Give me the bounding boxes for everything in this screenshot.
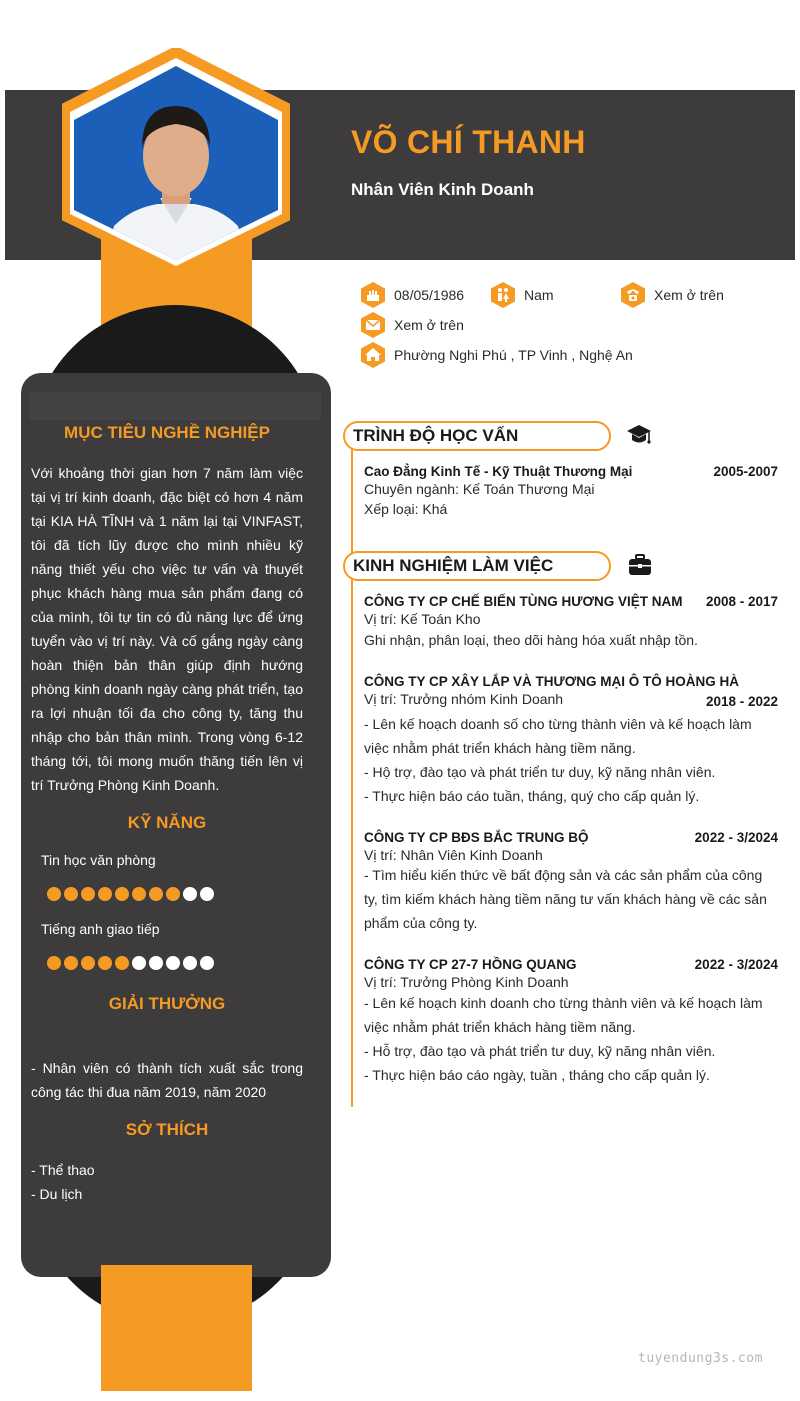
skill-dot-filled	[47, 887, 61, 901]
job-description-line: - Lên kế hoạch kinh doanh cho từng thành viên và kế hoạch làm việc nhằm phát triển khách hàng tiềm năng.	[364, 995, 763, 1035]
skill-dot-empty	[200, 956, 214, 970]
skill-label: Tiếng anh giao tiếp	[41, 921, 160, 937]
job-description-line: - Tìm hiểu kiến thức về bất động sản và các sản phẩm của công ty, tìm kiếm khách hàng tiềm năng tư vấn khách hàng về các sản phẩm của công ty.	[364, 867, 767, 931]
phone-icon	[620, 281, 646, 309]
skill-dot-filled	[98, 956, 112, 970]
gender-value: Nam	[524, 287, 554, 303]
birthday-value: 08/05/1986	[394, 287, 465, 303]
skill-rating	[47, 887, 214, 901]
birthday-cake-icon	[360, 281, 386, 309]
hobbies-heading: SỞ THÍCH	[125, 1120, 209, 1139]
email-row	[360, 311, 464, 339]
skill-dot-filled	[115, 887, 129, 901]
job-description-line: Ghi nhận, phân loại, theo dõi hàng hóa xuất nhập tồn.	[364, 632, 698, 648]
birthday-row	[360, 281, 464, 309]
objective-text: Với khoảng thời gian hơn 7 năm làm việc tại vị trí kinh doanh, đặc biệt có hơn 4 năm tại KIA HÀ TĨNH và 1 năm lại tại VINFAST, tôi đã tích lũy được cho mình nhiều kỹ năng thiết yếu cho việc tư vấn và thuyết phục khách hàng mua sản phẩm đang có của mình, tôi tự tin có đủ năng lực để ứng tuyển vào vị trí này. Và cố gắng ngày càng hoàn thiện bản thân giúp định hướng phòng kinh doanh ngày càng phát triển, tạo ra lợi nhuận tối đa cho công ty, tăng thu nhập cho bản thân mình. Trong vòng 6-12 tháng tới, tôi mong muốn thăng tiến lên vị trí Trưởng Phòng Kinh Doanh.	[31, 465, 303, 793]
hobbies-list	[31, 1158, 95, 1206]
job-description	[364, 991, 778, 1087]
job-years: 2022 - 3/2024	[694, 830, 778, 845]
job-company: CÔNG TY CP CHẾ BIẾN TÙNG HƯƠNG VIỆT NAM	[364, 594, 683, 609]
briefcase-icon	[627, 552, 653, 578]
education-grade: Xếp loại: Khá	[364, 501, 448, 517]
hobby-item: - Thể thao	[31, 1162, 95, 1178]
orange-strip-bottom	[101, 1265, 252, 1391]
job-company: CÔNG TY CP BĐS BẮC TRUNG BỘ	[364, 830, 589, 845]
timeline-line	[351, 445, 353, 1107]
skill-dot-filled	[64, 887, 78, 901]
sidebar-top-bar	[30, 392, 321, 420]
job-company: CÔNG TY CP 27-7 HỒNG QUANG	[364, 957, 577, 972]
job-years: 2022 - 3/2024	[694, 957, 778, 972]
job-position: Vị trí: Kế Toán Kho	[364, 611, 481, 627]
experience-heading: KINH NGHIỆM LÀM VIỆC	[343, 551, 611, 581]
education-years: 2005-2007	[713, 464, 778, 479]
skills-heading: KỸ NĂNG	[127, 813, 207, 832]
job-position: Vị trí: Trưởng nhóm Kinh Doanh	[364, 691, 564, 707]
education-heading: TRÌNH ĐỘ HỌC VẤN	[343, 421, 611, 451]
skill-label: Tin học văn phòng	[41, 852, 156, 868]
gender-icon	[490, 281, 516, 309]
job-years: 2008 - 2017	[705, 594, 778, 609]
skill-dot-filled	[81, 887, 95, 901]
job-company: CÔNG TY CP XÂY LẮP VÀ THƯƠNG MẠI Ô TÔ HOÀNG HÀ	[364, 674, 740, 689]
job-description-line: - Hỗ trợ, đào tạo và phát triển tư duy, kỹ năng nhân viên.	[364, 1043, 716, 1059]
job-description	[364, 712, 778, 808]
skill-dot-filled	[149, 887, 163, 901]
job-years: 2018 - 2022	[705, 694, 778, 709]
watermark: tuyendung3s.com	[638, 1351, 763, 1366]
job-description	[364, 628, 778, 652]
job-position: Vị trí: Nhân Viên Kinh Doanh	[364, 847, 543, 863]
phone-value: Xem ở trên	[654, 287, 724, 303]
skill-dot-filled	[81, 956, 95, 970]
education-major: Chuyên ngành: Kế Toán Thương Mại	[364, 481, 595, 497]
job-description-line: - Lên kế hoạch doanh số cho từng thành viên và kế hoạch làm việc nhằm phát triển khách hàng tiềm năng.	[364, 716, 752, 756]
skill-dot-empty	[200, 887, 214, 901]
education-school: Cao Đẳng Kinh Tế - Kỹ Thuật Thương Mại	[364, 464, 633, 479]
skill-dot-filled	[115, 956, 129, 970]
graduation-cap-icon	[626, 422, 652, 448]
profile-photo	[62, 48, 290, 274]
skill-dot-empty	[183, 956, 197, 970]
awards-text: - Nhân viên có thành tích xuất sắc trong công tác thi đua năm 2019, năm 2020	[31, 1060, 303, 1100]
job-description-line: - Hộ trợ, đào tạo và phát triển tư duy, kỹ năng nhân viên.	[364, 764, 716, 780]
skill-dot-empty	[132, 956, 146, 970]
objective-heading: MỤC TIÊU NGHỀ NGHIỆP	[64, 423, 270, 442]
skill-dot-filled	[64, 956, 78, 970]
skill-dot-filled	[132, 887, 146, 901]
skill-dot-empty	[149, 956, 163, 970]
phone-row	[620, 281, 724, 309]
skill-dot-filled	[47, 956, 61, 970]
address-row	[360, 341, 633, 369]
job-description	[364, 863, 778, 935]
candidate-name: VÕ CHÍ THANH	[351, 124, 586, 160]
gender-row	[490, 281, 554, 309]
job-description-line: - Thực hiện báo cáo ngày, tuần , tháng cho cấp quản lý.	[364, 1067, 710, 1083]
skill-dot-empty	[183, 887, 197, 901]
candidate-job-title: Nhân Viên Kinh Doanh	[351, 180, 534, 199]
hobby-item: - Du lịch	[31, 1186, 83, 1202]
skill-dot-filled	[166, 887, 180, 901]
job-position: Vị trí: Trưởng Phòng Kinh Doanh	[364, 974, 569, 990]
skill-rating	[47, 956, 214, 970]
email-icon	[360, 311, 386, 339]
job-description-line: - Thực hiện báo cáo tuần, tháng, quý cho cấp quản lý.	[364, 788, 700, 804]
awards-heading: GIẢI THƯỞNG	[108, 994, 226, 1013]
skill-dot-empty	[166, 956, 180, 970]
address-value: Phường Nghi Phú , TP Vinh , Nghệ An	[394, 347, 633, 363]
home-icon	[360, 341, 386, 369]
skill-dot-filled	[98, 887, 112, 901]
email-value: Xem ở trên	[394, 317, 464, 333]
